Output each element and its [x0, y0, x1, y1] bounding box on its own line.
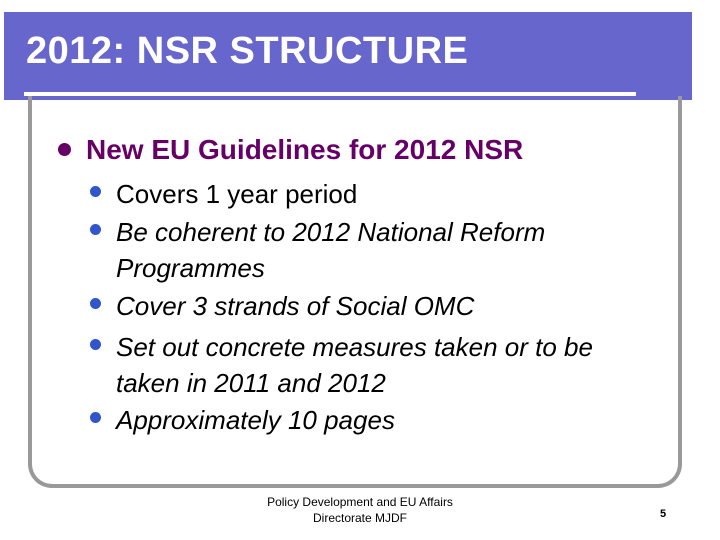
bullet-icon [90, 339, 101, 350]
bullet-text: Be coherent to 2012 National Reform [116, 217, 546, 247]
bullet-icon [90, 412, 101, 423]
bullet-text: Covers 1 year period [116, 179, 358, 209]
slide-title: 2012: NSR STRUCTURE [26, 30, 469, 72]
bullet-text: Cover 3 strands of Social OMC [116, 291, 475, 321]
bullet-icon [90, 298, 101, 309]
footer-line: Policy Development and EU Affairs [267, 495, 453, 509]
page-number: 5 [660, 508, 667, 520]
bullet-icon [90, 186, 101, 197]
footer [240, 494, 480, 526]
footer-line: Directorate MJDF [312, 511, 407, 525]
bullet-text: Approximately 10 pages [116, 405, 395, 435]
title-bar [0, 0, 720, 104]
bullet-text-continued: Programmes [116, 253, 265, 283]
bullet-text-continued: taken in 2011 and 2012 [116, 368, 386, 398]
bullet-icon [90, 224, 101, 235]
heading-text: New EU Guidelines for 2012 NSR [86, 134, 524, 165]
bullet-text: Set out concrete measures taken or to be [116, 332, 593, 362]
bullet-icon [58, 143, 71, 156]
